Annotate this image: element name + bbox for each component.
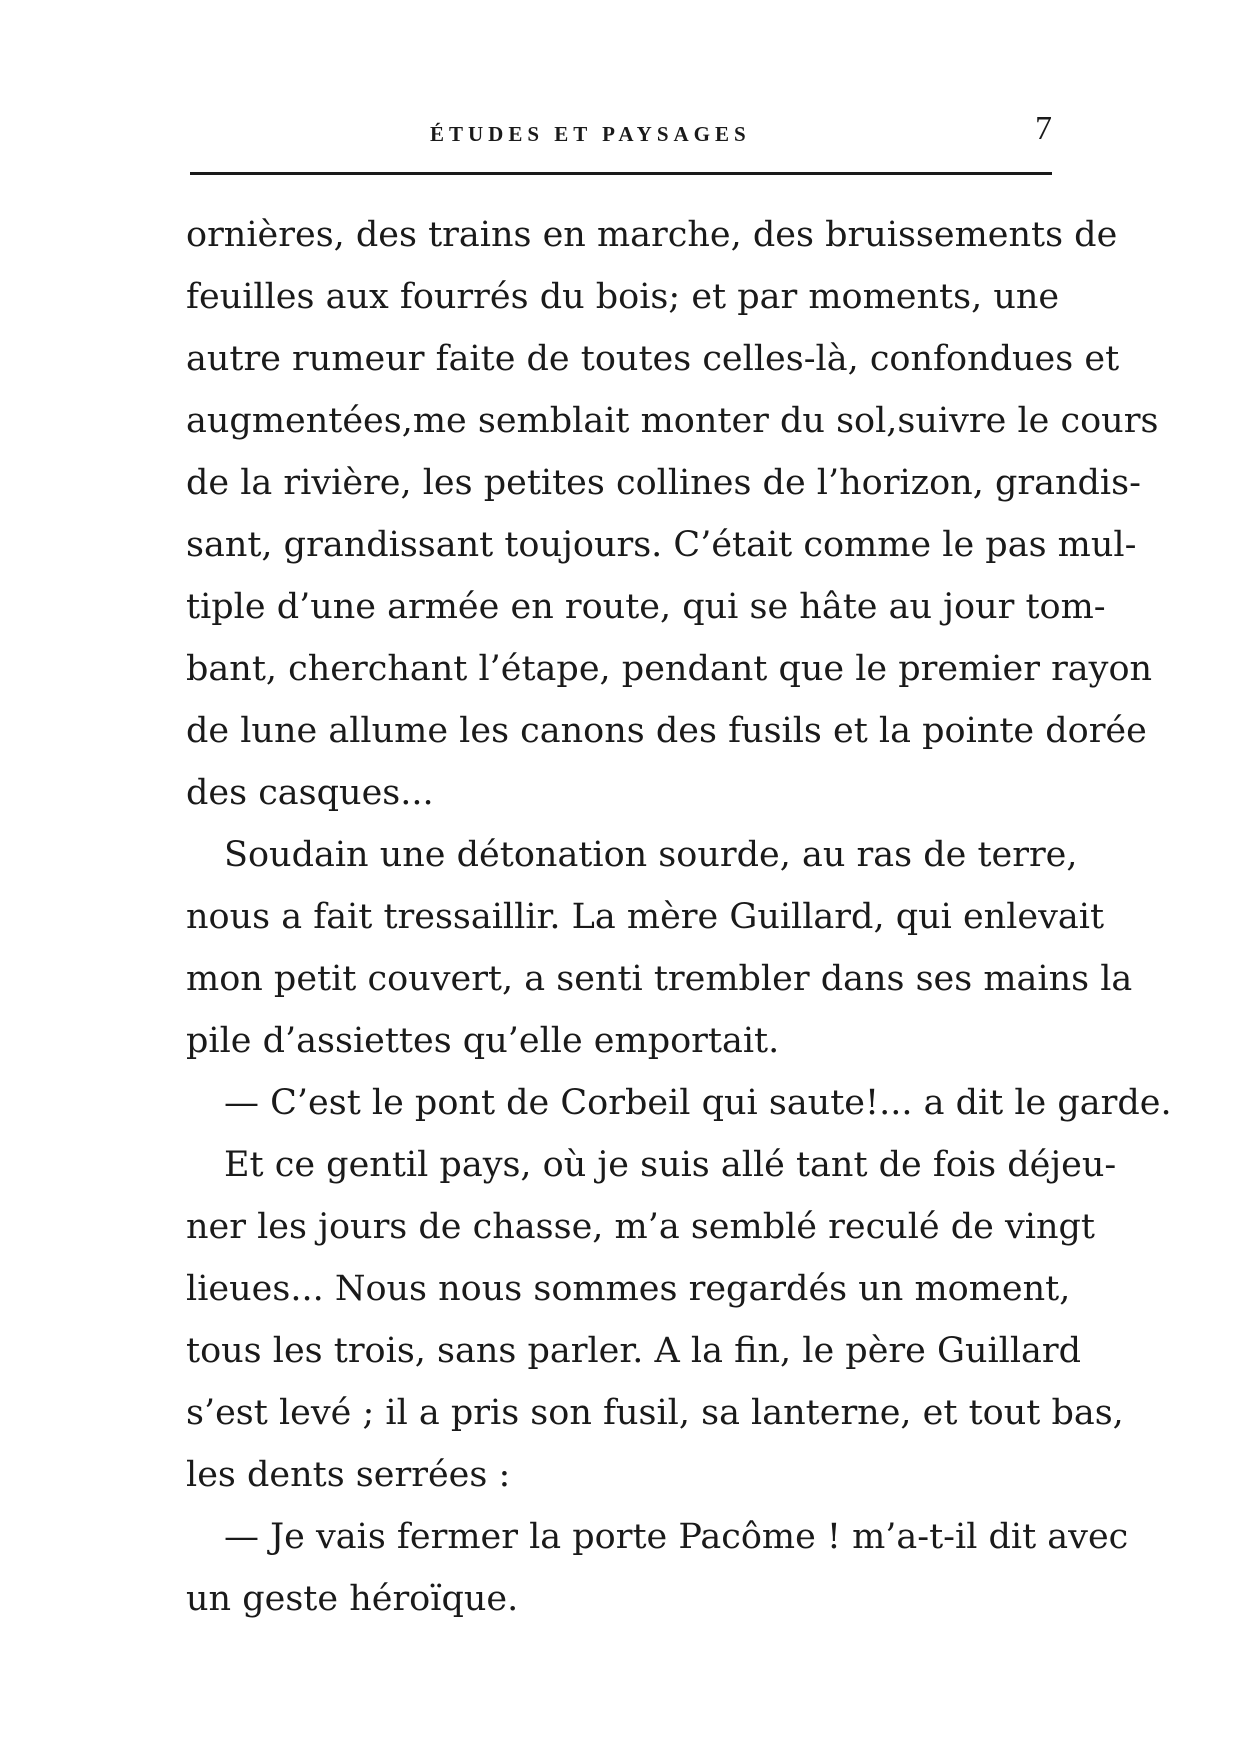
text-line: Et ce gentil pays, où je suis allé tant de fois déjeu- [224,1145,1117,1185]
text-line: des casques... [186,773,434,813]
text-line: pile d’assiettes qu’elle emportait. [186,1021,780,1061]
body-text [186,204,1172,1630]
text-line: lieues... Nous nous sommes regardés un moment, [186,1269,1071,1309]
text-line: sant, grandissant toujours. C’était comme le pas mul- [186,525,1137,565]
text-line: de la rivière, les petites collines de l’horizon, grandis- [186,463,1141,503]
text-line: de lune allume les canons des fusils et la pointe dorée [186,711,1147,751]
dialogue-line: — C’est le pont de Corbeil qui saute!... a dit le garde. [224,1083,1172,1123]
text-line: nous a fait tressaillir. La mère Guillard, qui enlevait [186,897,1105,937]
page-number: 7 [1035,110,1052,147]
dialogue-line: — Je vais fermer la porte Pacôme ! m’a-t-il dit avec [224,1517,1129,1557]
text-line: ner les jours de chasse, m’a semblé reculé de vingt [186,1207,1095,1247]
text-line: bant, cherchant l’étape, pendant que le premier rayon [186,649,1153,689]
running-title: ÉTUDES ET PAYSAGES [430,122,751,146]
text-line: ornières, des trains en marche, des bruissements de [186,215,1118,255]
text-line: les dents serrées : [186,1455,511,1495]
text-line: Soudain une détonation sourde, au ras de terre, [224,835,1078,875]
text-line: tous les trois, sans parler. A la fin, le père Guillard [186,1331,1082,1371]
running-head [190,110,1052,160]
text-line: augmentées,me semblait monter du sol,suivre le cours [186,401,1159,441]
text-line: s’est levé ; il a pris son fusil, sa lanterne, et tout bas, [186,1393,1124,1433]
header-rule [190,172,1052,175]
text-line: mon petit couvert, a senti trembler dans ses mains la [186,959,1133,999]
text-line: autre rumeur faite de toutes celles-là, confondues et [186,339,1120,379]
text-line: tiple d’une armée en route, qui se hâte au jour tom- [186,587,1106,627]
text-line: un geste héroïque. [186,1579,519,1619]
text-line: feuilles aux fourrés du bois; et par moments, une [186,277,1060,317]
